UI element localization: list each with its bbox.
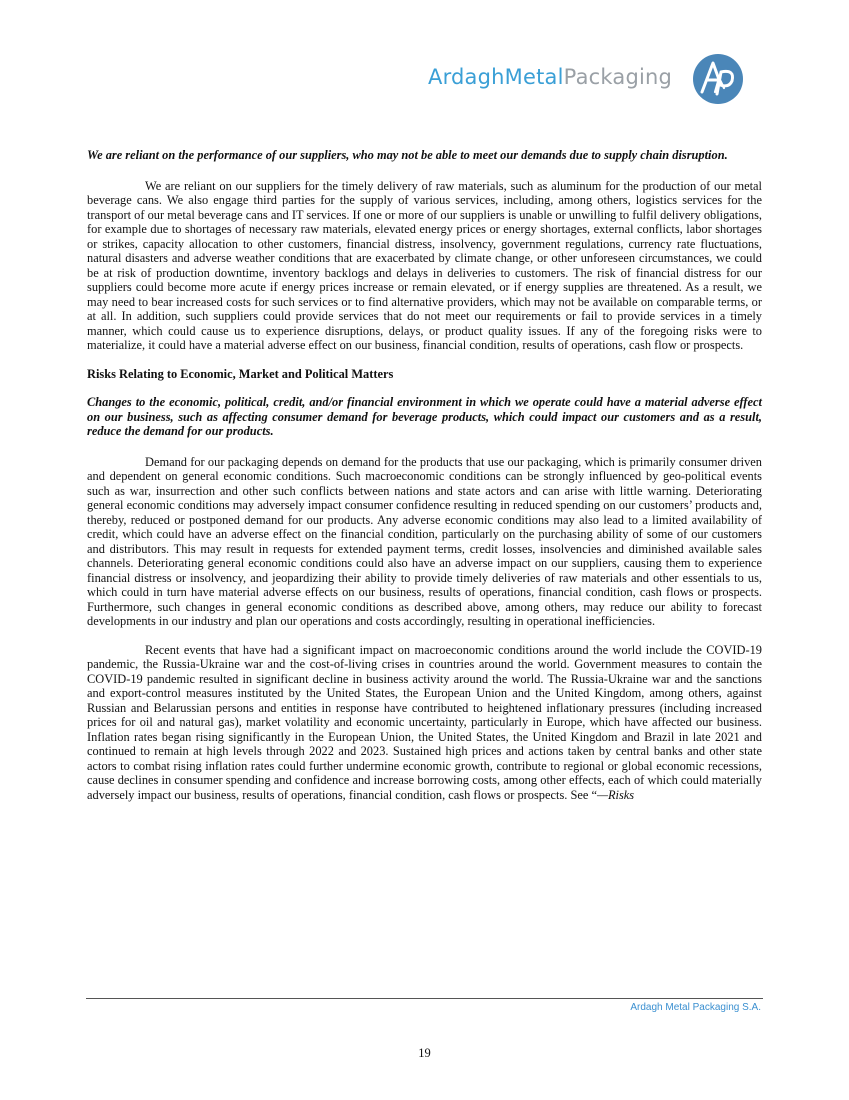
economic-risk-heading: Changes to the economic, political, credit, and/or financial environment in which we operate could have a material adverse effect on our business, such as affecting consumer demand for beverage products, which could impact our customers and as a result, reduce the demand for our products. [87, 395, 762, 438]
economic-section-title: Risks Relating to Economic, Market and Political Matters [87, 366, 394, 381]
risks-cross-reference: —Risks [596, 787, 635, 802]
page-number: 19 [418, 1046, 431, 1060]
supplier-risk-heading: We are reliant on the performance of our suppliers, who may not be able to meet our demands due to supply chain disruption. [87, 148, 728, 162]
supplier-risk-paragraph: We are reliant on our suppliers for the timely delivery of raw materials, such as aluminum for the production of our metal beverage cans. We also engage third parties for the supply of various services, including, among others, logistics services for the transport of our metal beverage cans and IT services. If one or more of our suppliers is unable or unwilling to fulfil delivery obligations, for example due to shortages of necessary raw materials, elevated energy prices or energy shortages, external conflicts, labor shortages or strikes, capacity allocation to other customers, financial distress, insolvency, government regulations, currency rate fluctuations, natural disasters and adverse weather conditions that are exacerbated by climate change, or other unforeseen circumstances, we could be at risk of production downtime, inventory backlogs and delays in deliveries to customers. The risk of financial distress for our suppliers could become more acute if energy prices increase or remain elevated, or if energy supplies are threatened. As a result, we may need to bear increased costs for such services or to find alternative providers, which may not be available on comparable terms, or at all. In addition, such suppliers could provide services that do not meet our requirements or fail to provide services in a timely manner, which could cause us to experience disruptions, delays, or product quality issues. If any of the foregoing risks were to materialize, it could have a material adverse effect on our business, financial condition, results of operations, cash flow or prospects. [87, 178, 762, 352]
company-logo [428, 52, 748, 110]
logo-word-metal: Metal [504, 65, 564, 89]
logo-word-ardagh: Ardagh [428, 65, 505, 89]
footer-company-name: Ardagh Metal Packaging S.A. [630, 1002, 761, 1013]
recent-events-paragraph [87, 643, 762, 803]
logo-wordmark [428, 65, 672, 89]
recent-events-text: Recent events that have had a significant impact on macroeconomic conditions around the world include the COVID-19 pandemic, the Russia-Ukraine war and the cost-of-living crises in countries around the world. Government measures to contain the COVID-19 pandemic resulted in significant decline in business activity around the world. The Russia-Ukraine war and the sanctions and export-control measures instituted by the United States, the European Union and the United Kingdom, among others, against Russian and Belarussian persons and entities in response have contributed to heightened inflationary pressures (including increased prices for oil and natural gas), market volatility and economic uncertainty, particularly in Europe, which have affected our business. Inflation rates began rising significantly in the European Union, the United States, the United Kingdom and Brazil in late 2021 and continued to remain at high levels through 2022 and 2023. Sustained high prices and actions taken by central banks and other state actors to combat rising inflation rates could further undermine economic growth, contribute to regional or global economic recessions, cause declines in consumer spending and confidence and increase borrowing costs, among other effects, each of which could materially adversely impact our business, results of operations, financial condition, cash flows or prospects. See “ [87, 642, 762, 802]
logo-word-packaging: Packaging [563, 65, 673, 89]
amp-monogram-icon [691, 52, 745, 106]
footer-divider [86, 998, 763, 999]
demand-paragraph: Demand for our packaging depends on demand for the products that use our packaging, which is primarily consumer driven and dependent on general economic conditions. Such macroeconomic conditions can be strongly influenced by geo-political events such as war, insurrection and other such conflicts between nations and state actors and can arise with little warning. Deteriorating general economic conditions may adversely impact consumer confidence resulting in reduced spending on our customers’ products and, thereby, reduced or postponed demand for our products. Any adverse economic conditions may also lead to a limited availability of credit, which could have an adverse effect on the financial condition, particularly on the purchasing ability of some of our customers and distributors. This may result in requests for extended payment terms, credit losses, insolvencies and diminished available sales channels. Deteriorating general economic conditions could also have an adverse impact on our suppliers, causing them to experience financial distress or insolvency, and jeopardizing their ability to provide timely deliveries of raw materials and other essentials to us, which could in turn have material adverse effects on our business, results of operations, financial condition, cash flows or prospects. Furthermore, such changes in general economic conditions as described above, among others, may reduce our ability to forecast developments in our industry and plan our operations and costs accordingly, resulting in operational inefficiencies. [87, 454, 762, 628]
document-body [87, 148, 762, 802]
